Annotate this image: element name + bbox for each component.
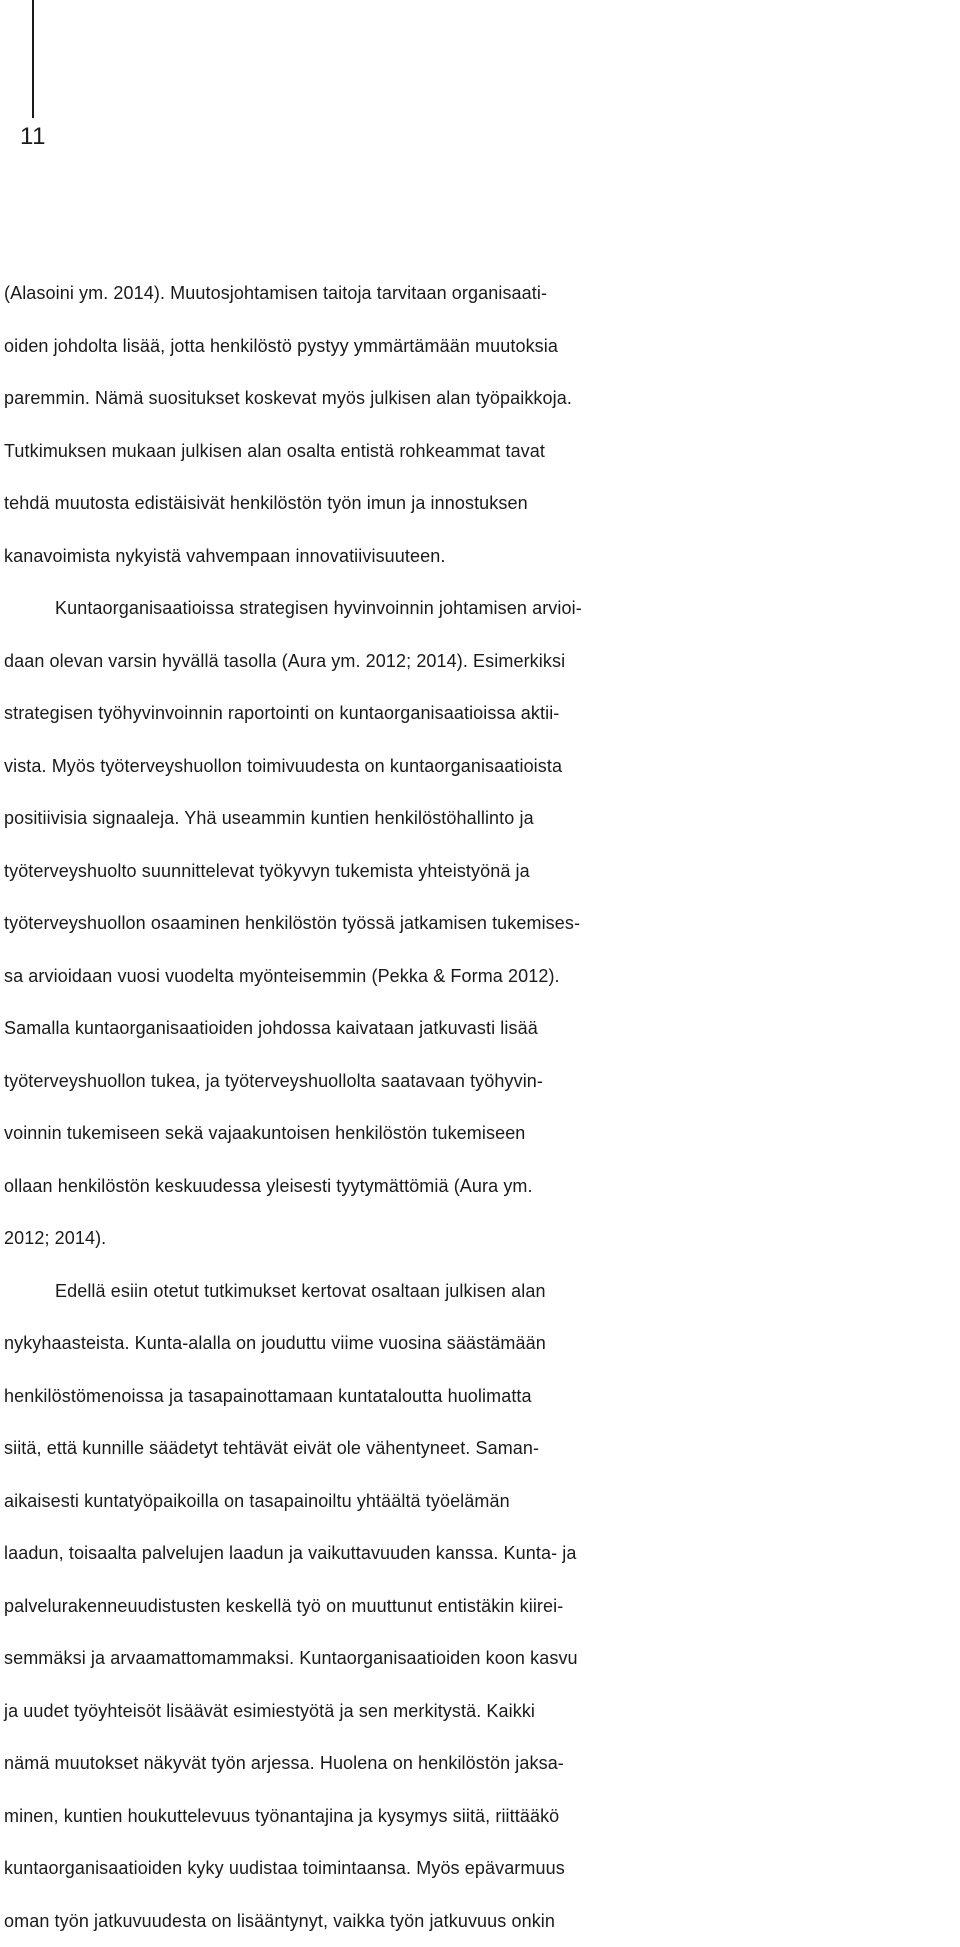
text-line: Edellä esiin otetut tutkimukset kertovat osaltaan julkisen alan	[0, 1265, 960, 1318]
text-line: oman työn jatkuvuudesta on lisääntynyt, vaikka työn jatkuvuus onkin	[0, 1895, 960, 1947]
text-line: 2012; 2014).	[0, 1212, 960, 1265]
text-line: semmäksi ja arvaamattomammaksi. Kuntaorganisaatioiden koon kasvu	[0, 1632, 960, 1685]
text-line: Kuntaorganisaatioissa strategisen hyvinvoinnin johtamisen arvioi-	[0, 582, 960, 635]
text-line: positiivisia signaaleja. Yhä useammin kuntien henkilöstöhallinto ja	[0, 792, 960, 845]
body-text	[0, 267, 960, 1947]
text-line: vista. Myös työterveyshuollon toimivuudesta on kuntaorganisaatioista	[0, 740, 960, 793]
text-line: paremmin. Nämä suositukset koskevat myös julkisen alan työpaikkoja.	[0, 372, 960, 425]
text-line: sa arvioidaan vuosi vuodelta myönteisemmin (Pekka & Forma 2012).	[0, 950, 960, 1003]
text-line: strategisen työhyvinvoinnin raportointi on kuntaorganisaatioissa aktii-	[0, 687, 960, 740]
text-line: Tutkimuksen mukaan julkisen alan osalta entistä rohkeammat tavat	[0, 425, 960, 478]
text-line: tehdä muutosta edistäisivät henkilöstön työn imun ja innostuksen	[0, 477, 960, 530]
text-line: ollaan henkilöstön keskuudessa yleisesti tyytymättömiä (Aura ym.	[0, 1160, 960, 1213]
text-line: työterveyshuollon osaaminen henkilöstön työssä jatkamisen tukemises-	[0, 897, 960, 950]
text-line: työterveyshuolto suunnittelevat työkyvyn tukemista yhteistyönä ja	[0, 845, 960, 898]
text-line: nykyhaasteista. Kunta-alalla on jouduttu viime vuosina säästämään	[0, 1317, 960, 1370]
text-line: minen, kuntien houkuttelevuus työnantajina ja kysymys siitä, riittääkö	[0, 1790, 960, 1843]
text-line: aikaisesti kuntatyöpaikoilla on tasapainoiltu yhtäältä työelämän	[0, 1475, 960, 1528]
text-line: henkilöstömenoissa ja tasapainottamaan kuntataloutta huolimatta	[0, 1370, 960, 1423]
text-line: nämä muutokset näkyvät työn arjessa. Huolena on henkilöstön jaksa-	[0, 1737, 960, 1790]
text-line: laadun, toisaalta palvelujen laadun ja vaikuttavuuden kanssa. Kunta- ja	[0, 1527, 960, 1580]
text-line: työterveyshuollon tukea, ja työterveyshuollolta saatavaan työhyvin-	[0, 1055, 960, 1108]
text-line: daan olevan varsin hyvällä tasolla (Aura ym. 2012; 2014). Esimerkiksi	[0, 635, 960, 688]
text-line: voinnin tukemiseen sekä vajaakuntoisen henkilöstön tukemiseen	[0, 1107, 960, 1160]
text-line: palvelurakenneuudistusten keskellä työ on muuttunut entistäkin kiirei-	[0, 1580, 960, 1633]
text-line: oiden johdolta lisää, jotta henkilöstö pystyy ymmärtämään muutoksia	[0, 320, 960, 373]
text-line: Samalla kuntaorganisaatioiden johdossa kaivataan jatkuvasti lisää	[0, 1002, 960, 1055]
margin-rule	[32, 0, 34, 118]
page-number: 11	[20, 122, 46, 152]
text-line: siitä, että kunnille säädetyt tehtävät eivät ole vähentyneet. Saman-	[0, 1422, 960, 1475]
text-line: kuntaorganisaatioiden kyky uudistaa toimintaansa. Myös epävarmuus	[0, 1842, 960, 1895]
text-line: ja uudet työyhteisöt lisäävät esimiestyötä ja sen merkitystä. Kaikki	[0, 1685, 960, 1738]
text-line: kanavoimista nykyistä vahvempaan innovatiivisuuteen.	[0, 530, 960, 583]
text-line: (Alasoini ym. 2014). Muutosjohtamisen taitoja tarvitaan organisaati-	[0, 267, 960, 320]
